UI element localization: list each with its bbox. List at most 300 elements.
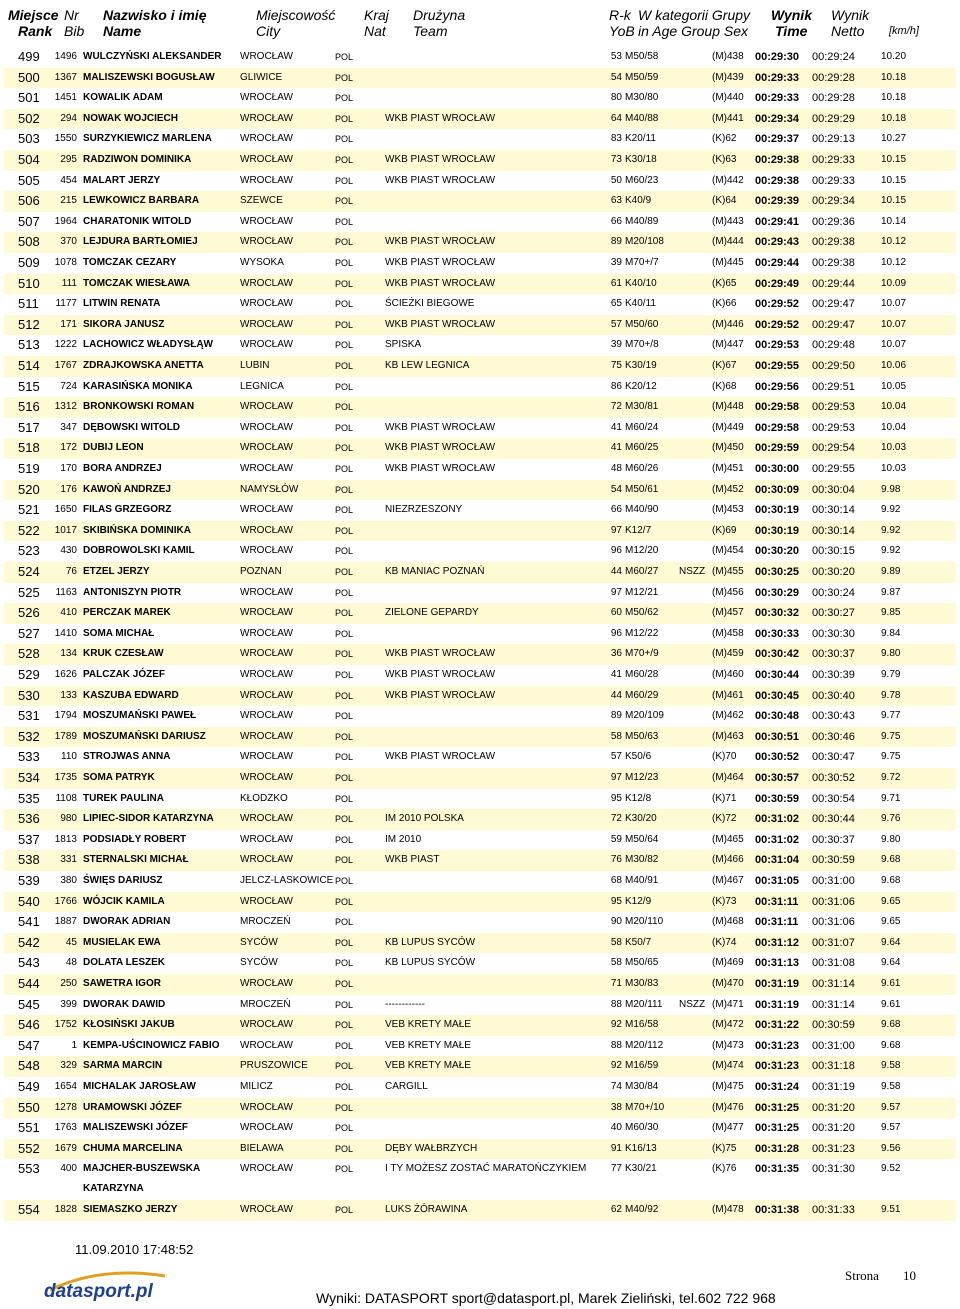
time-cell: 00:31:28 (755, 1142, 800, 1155)
age-category-cell: K50/7 (625, 936, 652, 948)
bib-cell: 1654 (54, 1081, 77, 1092)
nat-cell: POL (335, 402, 354, 413)
bib-cell: 1735 (54, 772, 77, 783)
name-cell: DOLATA LESZEK (83, 957, 166, 969)
table-row (4, 871, 956, 892)
table-row (4, 830, 956, 851)
age-category-cell: M40/88 (625, 112, 659, 124)
team-cell: WKB PIAST WROCŁAW (385, 277, 496, 289)
city-cell: WROCŁAW (240, 1019, 293, 1031)
city-cell: MILICZ (240, 1081, 273, 1092)
speed-cell: 10.12 (881, 236, 907, 248)
group-cell: (M)450 (712, 442, 744, 454)
rank-cell: 526 (18, 605, 40, 621)
table-row (4, 727, 956, 748)
name-cell: DWORAK DAWID (83, 998, 166, 1010)
city-cell: JELCZ-LASKOWICE (240, 875, 334, 886)
rank-cell: 543 (18, 955, 40, 971)
bib-cell: 1451 (54, 92, 77, 104)
speed-cell: 9.68 (881, 1039, 901, 1051)
bib-cell: 399 (60, 998, 77, 1010)
yob-cell: 65 (610, 298, 622, 310)
table-row (4, 129, 956, 150)
speed-cell: 9.68 (881, 854, 901, 866)
group-cell: (M)456 (712, 586, 744, 598)
city-cell: WROCŁAW (240, 772, 293, 783)
team-cell: KB LUPUS SYCÓW (385, 936, 476, 948)
age-category-cell: M30/83 (625, 978, 659, 989)
nat-cell: POL (335, 134, 354, 145)
group-cell: (M)441 (712, 112, 744, 124)
group-cell: (M)474 (712, 1060, 744, 1072)
age-category-cell: K30/21 (625, 1163, 657, 1175)
yob-cell: 68 (610, 875, 622, 886)
age-category-cell: M70+/7 (625, 257, 659, 268)
rank-cell: 546 (18, 1017, 40, 1033)
team-cell: VEB KRETY MAŁE (385, 1060, 471, 1072)
city-cell: WROCŁAW (240, 236, 293, 248)
group-cell: (M)452 (712, 483, 744, 495)
group-cell: (K)66 (712, 298, 737, 310)
team-cell: VEB KRETY MAŁE (385, 1019, 471, 1031)
rank-cell: 528 (18, 646, 40, 662)
bib-cell: 331 (60, 854, 77, 866)
table-row (4, 232, 956, 253)
nat-cell: POL (335, 999, 354, 1010)
netto-cell: 00:31:06 (812, 916, 855, 929)
age-category-cell: M30/84 (625, 1081, 659, 1092)
table-row (4, 974, 956, 995)
netto-cell: 00:29:33 (812, 174, 855, 187)
table-row (4, 500, 956, 521)
nat-cell: POL (335, 793, 354, 804)
svg-text:datasport.pl: datasport.pl (44, 1281, 153, 1302)
nat-cell: POL (335, 587, 354, 598)
rank-cell: 534 (18, 770, 40, 785)
bib-cell: 295 (60, 154, 77, 165)
age-category-cell: M30/80 (625, 92, 659, 104)
nat-cell: POL (335, 196, 354, 207)
netto-cell: 00:31:18 (812, 1060, 855, 1073)
speed-cell: 9.65 (881, 916, 901, 928)
nat-cell: POL (335, 1040, 354, 1051)
yob-cell: 59 (610, 833, 622, 845)
speed-cell: 9.51 (881, 1204, 901, 1216)
bib-cell: 1964 (54, 215, 77, 227)
rank-cell: 512 (18, 316, 40, 332)
name-cell: SAWETRA IGOR (83, 978, 161, 989)
time-cell: 00:31:25 (755, 1101, 800, 1114)
table-row (4, 191, 956, 212)
table-row (4, 809, 956, 830)
age-category-cell: K40/11 (625, 298, 656, 310)
yob-cell: 80 (610, 92, 622, 104)
city-cell: WROCŁAW (240, 1163, 293, 1175)
nat-cell: POL (335, 340, 354, 351)
team-cell: IM 2010 (385, 833, 422, 845)
table-row (4, 1056, 956, 1077)
yob-cell: 97 (610, 524, 622, 536)
rank-cell: 529 (18, 667, 40, 682)
time-cell: 00:29:52 (755, 318, 800, 331)
speed-cell: 10.07 (881, 318, 907, 330)
nat-cell: POL (335, 876, 354, 886)
time-cell: 00:31:35 (755, 1163, 800, 1176)
header-rank-en: Rank (18, 23, 53, 39)
group-cell: (M)472 (712, 1019, 744, 1031)
nat-cell: POL (335, 299, 354, 310)
netto-cell: 00:29:34 (812, 195, 855, 208)
city-cell: WROCLAW (240, 277, 293, 289)
table-row (4, 1098, 956, 1119)
group-cell: (M)454 (712, 545, 744, 557)
rank-cell: 505 (18, 172, 40, 188)
time-cell: 00:29:58 (755, 401, 800, 414)
speed-cell: 10.03 (881, 463, 907, 474)
name-cell: WÓJCIK KAMILA (83, 895, 165, 907)
nat-cell: POL (335, 1061, 354, 1072)
city-cell: WROCŁAW (240, 133, 293, 145)
rank-cell: 541 (18, 914, 40, 930)
team-cell: WKB PIAST WROCŁAW (385, 112, 496, 124)
nat-cell: POL (335, 855, 354, 866)
name-cell: MICHALAK JAROSŁAW (83, 1081, 196, 1092)
group-cell: (M)463 (712, 730, 744, 742)
netto-cell: 00:30:37 (812, 648, 855, 661)
name-cell: DWORAK ADRIAN (83, 916, 171, 928)
group-cell: (K)65 (712, 277, 737, 289)
name-cell: KŁOSIŃSKI JAKUB (83, 1019, 175, 1031)
age-category-cell: M50/58 (625, 51, 659, 62)
team-cell: WKB PIAST WROCŁAW (385, 174, 496, 186)
table-row (4, 624, 956, 645)
group-cell: (M)444 (712, 236, 744, 248)
yob-cell: 92 (610, 1019, 622, 1031)
nat-cell: POL (335, 525, 354, 536)
city-cell: WROCŁAW (240, 730, 293, 742)
bib-cell: 1752 (54, 1019, 77, 1031)
speed-cell: 10.18 (881, 71, 907, 83)
time-cell: 00:31:38 (755, 1204, 800, 1217)
header-netto-en: Netto (831, 23, 865, 39)
team-cell: KB LUPUS SYCÓW (385, 957, 476, 969)
yob-cell: 38 (610, 1101, 622, 1113)
netto-cell: 00:30:14 (812, 504, 855, 517)
city-cell: WROCŁAW (240, 627, 293, 639)
city-cell: LUBIN (240, 360, 270, 371)
nat-cell: POL (335, 1082, 354, 1092)
yob-cell: 41 (610, 421, 622, 433)
rank-cell: 508 (18, 234, 40, 250)
rank-cell: 533 (18, 749, 40, 765)
time-cell: 00:30:52 (755, 751, 800, 764)
table-row (4, 850, 956, 871)
city-cell: WROCŁAW (240, 978, 293, 989)
yob-cell: 90 (610, 916, 622, 928)
age-category-cell: K50/6 (625, 751, 652, 763)
team-cell: WKB PIAST WROCŁAW (385, 669, 496, 680)
team-cell: ZIELONE GEPARDY (385, 607, 479, 619)
group-cell: (M)478 (712, 1204, 744, 1216)
speed-cell: 10.05 (881, 380, 907, 392)
table-row (4, 253, 956, 274)
nat-cell: POL (335, 93, 354, 104)
age-category-cell: K30/19 (625, 360, 657, 371)
bib-cell: 110 (61, 751, 77, 763)
yob-cell: 64 (610, 112, 622, 124)
table-row (4, 583, 956, 604)
group-cell: (M)470 (712, 978, 744, 989)
nat-cell: POL (335, 381, 354, 392)
table-row (4, 171, 956, 192)
bib-cell: 347 (60, 421, 77, 433)
name-cell: ZDRAJKOWSKA ANETTA (83, 360, 204, 371)
team-cell: WKB PIAST WROCŁAW (385, 751, 496, 763)
time-cell: 00:30:51 (755, 730, 800, 743)
netto-cell: 00:30:37 (812, 833, 855, 846)
nat-cell: POL (335, 1123, 354, 1134)
age-category-cell: M60/28 (625, 669, 659, 680)
rank-cell: 550 (18, 1099, 40, 1115)
city-cell: MROCZEŃ (240, 916, 291, 928)
nat-cell: POL (335, 155, 354, 165)
table-row (4, 315, 956, 336)
table-row (4, 212, 956, 233)
header-name-en: Name (103, 23, 142, 39)
time-cell: 00:31:24 (755, 1081, 800, 1093)
name-cell-continued: KATARZYNA (83, 1183, 144, 1195)
table-row (4, 438, 956, 459)
netto-cell: 00:30:30 (812, 627, 855, 640)
time-cell: 00:31:23 (755, 1039, 800, 1052)
bib-cell: 111 (61, 277, 77, 289)
rank-cell: 500 (18, 69, 40, 85)
rank-cell: 539 (18, 873, 40, 888)
yob-cell: 61 (610, 277, 622, 289)
bib-cell: 1766 (54, 895, 77, 907)
netto-cell: 00:30:59 (812, 854, 855, 867)
team-cell: NIEZRZESZONY (385, 504, 463, 516)
city-cell: SZEWCE (240, 195, 283, 207)
rank-cell: 499 (18, 49, 40, 64)
name-cell: SOMA PATRYK (83, 772, 155, 783)
speed-cell: 9.76 (881, 813, 901, 825)
time-cell: 00:29:58 (755, 421, 800, 434)
city-cell: WROCŁAW (240, 1101, 293, 1113)
header-netto-pl: Wynik (831, 7, 870, 23)
team-cell: WKB PIAST WROCŁAW (385, 236, 496, 248)
time-cell: 00:29:33 (755, 92, 800, 105)
rank-cell: 544 (18, 976, 40, 991)
time-cell: 00:30:59 (755, 792, 800, 805)
bib-cell: 76 (65, 566, 77, 577)
table-row (4, 47, 956, 68)
age-category-cell: M40/91 (625, 875, 659, 886)
age-category-cell: M16/58 (625, 1019, 659, 1031)
time-cell: 00:30:33 (755, 627, 800, 640)
header-name-pl: Nazwisko i imię (103, 7, 207, 23)
nat-cell: POL (335, 484, 354, 495)
name-cell: MALART JERZY (83, 174, 161, 186)
name-cell: KAWOŃ ANDRZEJ (83, 483, 171, 495)
team-cell: ------------ (385, 998, 425, 1010)
header-yob-en: YoB (609, 23, 635, 39)
bib-cell: 1222 (54, 339, 77, 351)
speed-cell: 10.18 (881, 92, 907, 104)
group-cell: (M)453 (712, 504, 744, 516)
age-category-cell: M60/25 (625, 442, 659, 454)
netto-cell: 00:29:55 (812, 463, 855, 475)
time-cell: 00:31:11 (755, 895, 799, 908)
name-cell: KRUK CZESŁAW (83, 648, 164, 660)
datasport-logo (40, 1264, 180, 1304)
table-row (4, 397, 956, 418)
table-row (4, 521, 956, 542)
city-cell: BIELAWA (240, 1142, 284, 1154)
age-category-cell: M60/27 (625, 566, 659, 577)
nat-cell: POL (335, 917, 354, 928)
bib-cell: 1278 (54, 1101, 77, 1113)
speed-cell: 10.09 (881, 277, 907, 289)
name-cell: LIPIEC-SIDOR KATARZYNA (83, 813, 214, 825)
netto-cell: 00:29:28 (812, 92, 855, 105)
name-cell: LACHOWICZ WŁADYSŁĄW (83, 339, 213, 351)
rank-cell: 551 (18, 1120, 40, 1136)
speed-cell: 9.75 (881, 751, 901, 763)
time-cell: 00:31:02 (755, 813, 800, 826)
speed-cell: 9.87 (881, 586, 901, 598)
age-category-cell: M50/64 (625, 833, 659, 845)
speed-cell: 9.57 (881, 1122, 901, 1134)
city-cell: WROCŁAW (240, 833, 293, 845)
time-cell: 00:30:44 (755, 669, 800, 681)
city-cell: WROCŁAW (240, 669, 293, 680)
rank-cell: 518 (18, 440, 40, 456)
table-row (4, 459, 956, 480)
bib-cell: 1078 (54, 257, 77, 268)
yob-cell: 44 (610, 689, 622, 701)
group-cell: (K)67 (712, 360, 737, 371)
age-category-cell: M12/23 (625, 772, 659, 783)
age-category-cell: M20/111 (625, 998, 663, 1010)
rank-cell: 504 (18, 152, 40, 167)
age-category-cell: M60/30 (625, 1122, 659, 1134)
netto-cell: 00:30:40 (812, 689, 855, 702)
speed-cell: 10.06 (881, 360, 907, 371)
rank-cell: 553 (18, 1161, 40, 1177)
age-category-cell: K12/7 (625, 524, 652, 536)
time-cell: 00:30:48 (755, 710, 800, 723)
bib-cell: 400 (60, 1163, 77, 1175)
nat-cell: POL (335, 443, 354, 454)
rank-cell: 501 (18, 90, 40, 106)
name-cell: DĘBOWSKI WITOLD (83, 421, 181, 433)
age-category-cell: M50/59 (625, 71, 659, 83)
age-category-cell: M20/108 (625, 236, 664, 248)
time-cell: 00:30:20 (755, 545, 800, 558)
table-row (4, 933, 956, 954)
city-cell: WROCŁAW (240, 215, 293, 227)
netto-cell: 00:30:59 (812, 1019, 855, 1032)
bib-cell: 1887 (54, 916, 77, 928)
city-cell: WROCŁAW (240, 154, 293, 165)
name-cell: BORA ANDRZEJ (83, 463, 162, 474)
speed-cell: 9.98 (881, 483, 901, 495)
speed-cell: 9.80 (881, 833, 901, 845)
time-cell: 00:29:56 (755, 380, 800, 393)
credits-text: Wyniki: DATASPORT sport@datasport.pl, Marek Zieliński, tel.602 722 968 (316, 1290, 776, 1306)
group-cell: (K)69 (712, 524, 737, 536)
time-cell: 00:29:44 (755, 257, 800, 269)
name-cell: ANTONISZYN PIOTR (83, 586, 182, 598)
group-cell: (M)458 (712, 627, 744, 639)
netto-cell: 00:29:47 (812, 318, 855, 331)
table-row (4, 1200, 956, 1221)
group-cell: (M)449 (712, 421, 744, 433)
netto-cell: 00:31:08 (812, 957, 855, 970)
city-cell: NAMYSŁÓW (240, 483, 299, 495)
age-category-cell: M20/110 (625, 916, 664, 928)
time-cell: 00:31:19 (755, 998, 800, 1011)
name-cell: CHARATONIK WITOLD (83, 215, 192, 227)
name-cell: SKIBIŃSKA DOMINIKA (83, 524, 191, 536)
rank-cell: 535 (18, 790, 40, 806)
age-category-cell: M30/82 (625, 854, 659, 866)
group-cell: (K)76 (712, 1163, 737, 1175)
group-cell: (K)62 (712, 133, 737, 145)
yob-cell: 89 (610, 710, 622, 722)
age-category-cell: M50/63 (625, 730, 659, 742)
age-category-cell: K40/9 (625, 195, 652, 207)
speed-cell: 9.58 (881, 1060, 901, 1072)
name-cell: SIEMASZKO JERZY (83, 1204, 178, 1216)
rank-cell: 547 (18, 1037, 40, 1053)
group-cell: (M)446 (712, 318, 744, 330)
table-row (4, 892, 956, 913)
age-category-cell: M40/90 (625, 504, 659, 516)
time-cell: 00:29:41 (755, 215, 800, 228)
table-row (4, 1077, 956, 1098)
age-category-cell: M40/92 (625, 1204, 659, 1216)
yob-cell: 97 (610, 772, 622, 783)
name-cell: MALISZEWSKI BOGUSŁAW (83, 71, 215, 83)
yob-cell: 54 (610, 483, 622, 495)
name-cell: LEWKOWICZ BARBARA (83, 195, 200, 207)
rank-cell: 537 (18, 831, 40, 847)
bib-cell: 980 (60, 813, 77, 825)
table-row (4, 88, 956, 109)
bib-cell: 1813 (54, 833, 77, 845)
city-cell: WROCŁAW (240, 463, 293, 474)
netto-cell: 00:31:00 (812, 1039, 855, 1052)
city-cell: WROCŁAW (240, 92, 293, 104)
nat-cell: POL (335, 711, 354, 722)
time-cell: 00:31:13 (755, 957, 800, 970)
netto-cell: 00:30:47 (812, 751, 855, 764)
team-cell: LUKS ŻÓRAWINA (385, 1204, 468, 1216)
team-cell: WKB PIAST WROCŁAW (385, 648, 496, 660)
table-row (4, 418, 956, 439)
yob-cell: 36 (610, 648, 622, 660)
age-category-cell: M60/29 (625, 689, 659, 701)
name-cell: SURZYKIEWICZ MARLENA (83, 133, 212, 145)
yob-cell: 95 (610, 792, 622, 804)
netto-cell: 00:29:38 (812, 236, 855, 249)
nat-cell: POL (335, 113, 354, 124)
bib-cell: 170 (60, 463, 77, 474)
group-cell: (K)71 (712, 792, 737, 804)
bib-cell: 1017 (54, 524, 77, 536)
